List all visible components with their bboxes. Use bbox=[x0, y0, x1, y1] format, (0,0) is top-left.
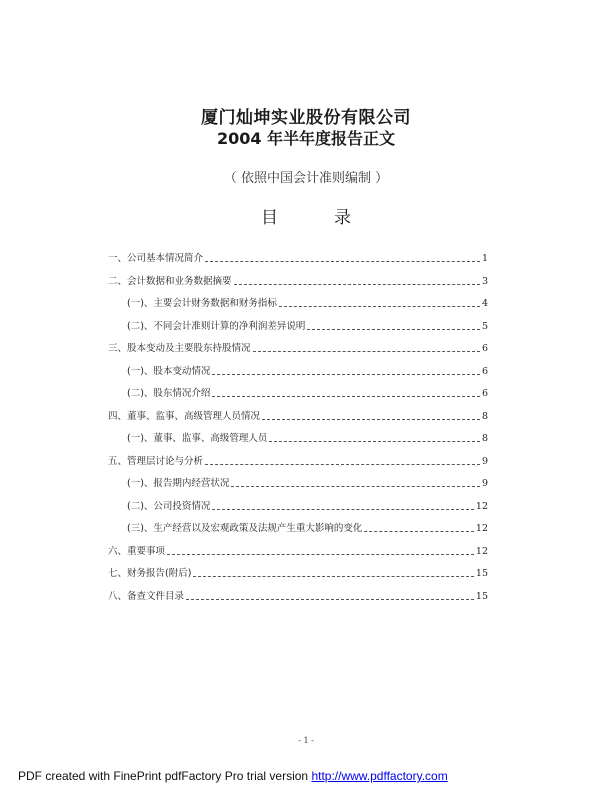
toc-entry-page: 15 bbox=[475, 590, 488, 602]
accounting-basis-note: （ 依照中国会计准则编制 ） bbox=[223, 171, 389, 186]
toc-entry[interactable] bbox=[108, 338, 488, 361]
toc-heading bbox=[0, 203, 612, 228]
toc-entry[interactable] bbox=[108, 451, 488, 474]
toc-entry-label: (一)、董事、监事、高级管理人员 bbox=[127, 433, 268, 444]
toc-leader-dots bbox=[193, 575, 473, 577]
toc-entry-page: 6 bbox=[481, 343, 488, 354]
toc-entry-page: 1 bbox=[481, 253, 488, 264]
toc-entry-label: 四、董事、监事、高级管理人员情况 bbox=[108, 410, 261, 422]
toc-entry-page: 9 bbox=[481, 478, 488, 489]
toc-entry[interactable] bbox=[108, 271, 488, 294]
toc-entry-page: 6 bbox=[481, 365, 488, 377]
toc-entry-label: (一)、股本变动情况 bbox=[127, 365, 211, 377]
toc-entry[interactable] bbox=[108, 248, 488, 271]
toc-entry-label: 二、会计数据和业务数据摘要 bbox=[108, 275, 232, 287]
toc-entry-page: 12 bbox=[475, 523, 488, 534]
toc-heading-char-2: 录 bbox=[334, 208, 351, 228]
toc-leader-dots bbox=[186, 598, 474, 600]
toc-entry-page: 6 bbox=[481, 388, 488, 399]
toc-entry-page: 9 bbox=[481, 455, 488, 467]
toc-entry-label: 三、股本变动及主要股东持股情况 bbox=[108, 343, 251, 354]
toc-entry-label: 五、管理层讨论与分析 bbox=[108, 455, 204, 467]
toc-leader-dots bbox=[364, 530, 473, 532]
toc-entry-page: 8 bbox=[481, 410, 488, 422]
toc-entry-page: 3 bbox=[481, 275, 488, 287]
toc-heading-char-1: 目 bbox=[261, 208, 278, 228]
toc-entry-page: 4 bbox=[481, 298, 488, 309]
toc-leader-dots bbox=[205, 260, 480, 262]
toc-entry-page: 12 bbox=[475, 545, 488, 557]
toc-leader-dots bbox=[205, 463, 480, 465]
toc-entry-page: 15 bbox=[475, 568, 488, 579]
toc-entry-label: (一)、报告期内经营状况 bbox=[127, 478, 230, 489]
toc-entry[interactable] bbox=[108, 518, 488, 541]
toc-entry-label: 六、重要事项 bbox=[108, 545, 166, 557]
toc-entry[interactable] bbox=[108, 316, 488, 339]
toc-entry[interactable] bbox=[108, 361, 488, 384]
toc-entry[interactable] bbox=[108, 293, 488, 316]
toc-entry-label: 八、备查文件目录 bbox=[108, 590, 185, 602]
toc-entry-label: 一、公司基本情况简介 bbox=[108, 253, 204, 264]
document-subtitle: 2004 年半年度报告正文 bbox=[216, 129, 396, 148]
toc-entry-page: 12 bbox=[475, 500, 488, 512]
toc-entry-page: 8 bbox=[481, 433, 488, 444]
toc-entry[interactable] bbox=[108, 473, 488, 496]
toc-entry[interactable] bbox=[108, 586, 488, 609]
toc-entry-label: (一)、主要会计财务数据和财务指标 bbox=[127, 298, 277, 309]
toc-leader-dots bbox=[262, 418, 480, 420]
toc-entry[interactable] bbox=[108, 383, 488, 406]
toc-leader-dots bbox=[269, 440, 480, 442]
toc-entry-label: (二)、股东情况介绍 bbox=[127, 388, 211, 399]
toc-leader-dots bbox=[231, 485, 480, 487]
toc-leader-dots bbox=[212, 373, 480, 375]
page-number: - 1 - bbox=[298, 736, 314, 745]
toc-leader-dots bbox=[253, 350, 480, 352]
pdf-footer bbox=[18, 769, 448, 783]
toc-leader-dots bbox=[279, 305, 480, 307]
toc-entry-label: (二)、公司投资情况 bbox=[127, 500, 211, 512]
toc-entry-label: (三)、生产经营以及宏观政策及法规产生重大影响的变化 bbox=[127, 523, 363, 534]
toc-leader-dots bbox=[307, 328, 480, 330]
footer-text: PDF created with FinePrint pdfFactory Pro trial version bbox=[18, 769, 312, 783]
toc-entry-label: (二)、不同会计准则计算的净利润差异说明 bbox=[127, 320, 306, 332]
toc-entry-label: 七、财务报告(附后) bbox=[108, 568, 192, 579]
toc-leader-dots bbox=[167, 553, 474, 555]
document-title: 厦门灿坤实业股份有限公司 bbox=[201, 108, 411, 128]
toc-entry[interactable] bbox=[108, 428, 488, 451]
toc-entry[interactable] bbox=[108, 496, 488, 519]
toc-entry[interactable] bbox=[108, 406, 488, 429]
toc-entry[interactable] bbox=[108, 563, 488, 586]
toc-leader-dots bbox=[212, 508, 473, 510]
footer-link[interactable]: http://www.pdffactory.com bbox=[311, 769, 448, 783]
table-of-contents bbox=[108, 248, 488, 608]
toc-entry[interactable] bbox=[108, 541, 488, 564]
toc-entry-page: 5 bbox=[481, 320, 488, 332]
toc-leader-dots bbox=[212, 395, 480, 397]
toc-leader-dots bbox=[234, 283, 480, 285]
